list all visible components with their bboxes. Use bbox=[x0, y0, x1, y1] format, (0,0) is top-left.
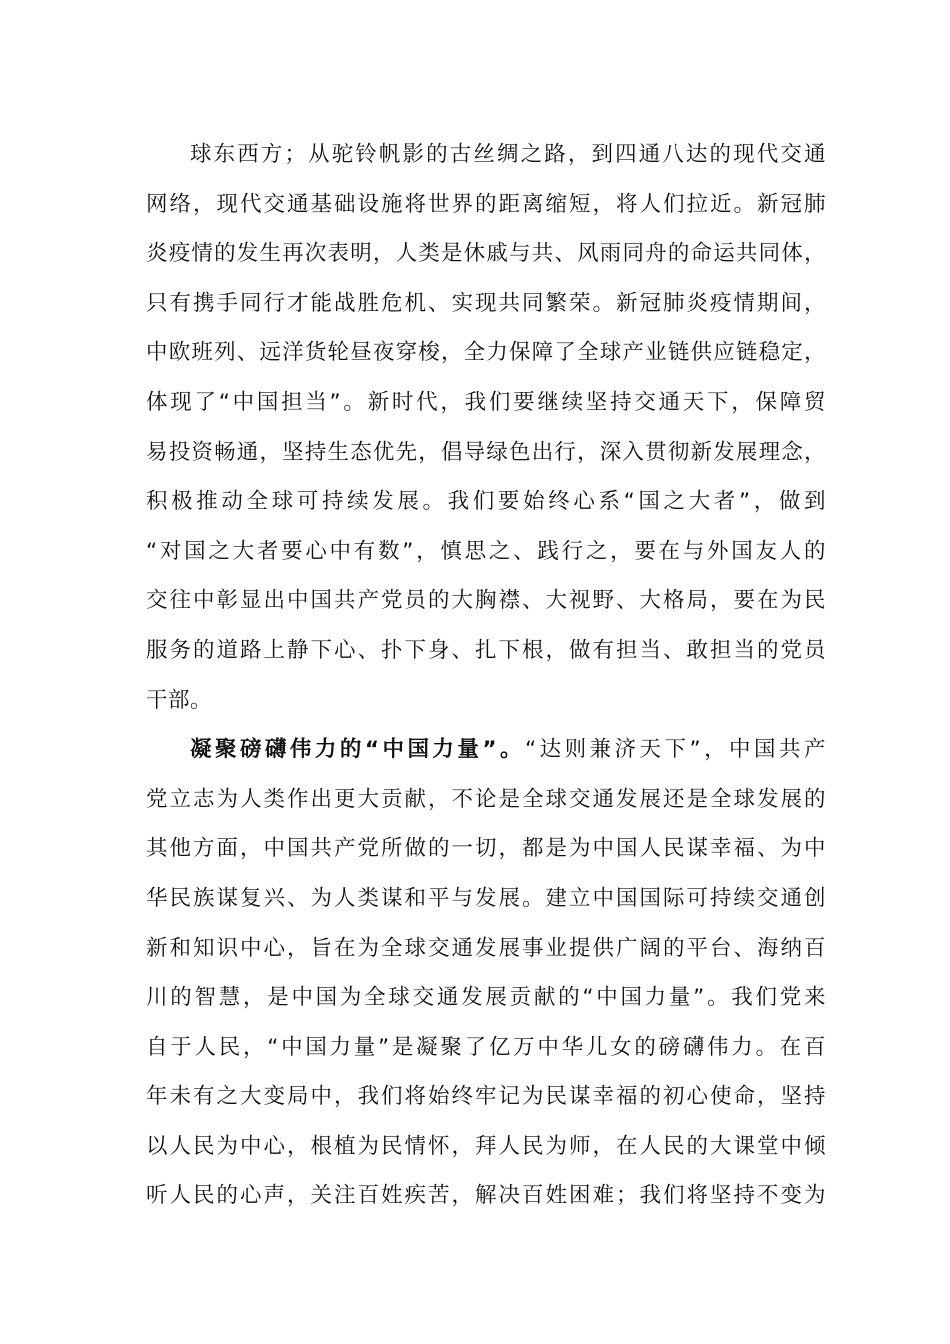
paragraph-1-line-7: 易投资畅通，坚持生态优先，倡导绿色出行，深入贯彻新发展理念， bbox=[146, 439, 826, 465]
paragraph-1-line-3: 炎疫情的发生再次表明，人类是休戚与共、风雨同舟的命运共同体， bbox=[146, 241, 826, 267]
paragraph-1-line-2: 网络，现代交通基础设施将世界的距离缩短，将人们拉近。新冠肺 bbox=[146, 191, 826, 217]
document-body bbox=[146, 130, 826, 1221]
paragraph-2-line-7: 自于人民，“中国力量”是凝聚了亿万中华儿女的磅礴伟力。在百 bbox=[146, 1034, 826, 1060]
paragraph-1-line-11: 服务的道路上静下心、扑下身、扎下根，做有担当、敢担当的党员 bbox=[146, 637, 826, 663]
paragraph-2-line-9: 以人民为中心，根植为民情怀，拜人民为师，在人民的大课堂中倾 bbox=[146, 1133, 826, 1159]
paragraph-2-line-8: 年未有之大变局中，我们将始终牢记为民谋幸福的初心使命，坚持 bbox=[146, 1084, 826, 1110]
paragraph-1-line-10: 交往中彰显出中国共产党员的大胸襟、大视野、大格局，要在为民 bbox=[146, 588, 826, 614]
paragraph-2-line-4: 华民族谋复兴、为人类谋和平与发展。建立中国国际可持续交通创 bbox=[146, 885, 826, 911]
paragraph-2-line-6: 川的智慧，是中国为全球交通发展贡献的“中国力量”。我们党来 bbox=[146, 985, 826, 1011]
paragraph-2-line-5: 新和知识中心，旨在为全球交通发展事业提供广阔的平台、海纳百 bbox=[146, 935, 826, 961]
paragraph-1-line-4: 只有携手同行才能战胜危机、实现共同繁荣。新冠肺炎疫情期间， bbox=[146, 290, 826, 316]
paragraph-1-line-9: “对国之大者要心中有数”，慎思之、践行之，要在与外国友人的 bbox=[146, 538, 826, 564]
paragraph-2-line-1 bbox=[146, 725, 826, 775]
paragraph-2-line-10: 听人民的心声，关注百姓疾苦，解决百姓困难；我们将坚持不变为 bbox=[146, 1183, 826, 1209]
paragraph-2-line-3: 其他方面，中国共产党所做的一切，都是为中国人民谋幸福、为中 bbox=[146, 836, 826, 862]
paragraph-1-line-5: 中欧班列、远洋货轮昼夜穿梭，全力保障了全球产业链供应链稳定， bbox=[146, 340, 826, 366]
paragraph-1-line-6: 体现了“中国担当”。新时代，我们要继续坚持交通天下，保障贸 bbox=[146, 389, 826, 415]
paragraph-1-line-12: 干部。 bbox=[146, 687, 213, 713]
paragraph-1-line-1: 球东西方；从驼铃帆影的古丝绸之路，到四通八达的现代交通 bbox=[190, 142, 826, 167]
section-heading: 凝聚磅礴伟力的“中国力量”。 bbox=[190, 737, 525, 763]
paragraph-2-line-1-text: “达则兼济天下”，中国共产 bbox=[524, 737, 826, 763]
paragraph-2-line-2: 党立志为人类作出更大贡献，不论是全球交通发展还是全球发展的 bbox=[146, 786, 826, 812]
paragraph-1-line-8: 积极推动全球可持续发展。我们要始终心系“国之大者”，做到 bbox=[146, 489, 826, 515]
